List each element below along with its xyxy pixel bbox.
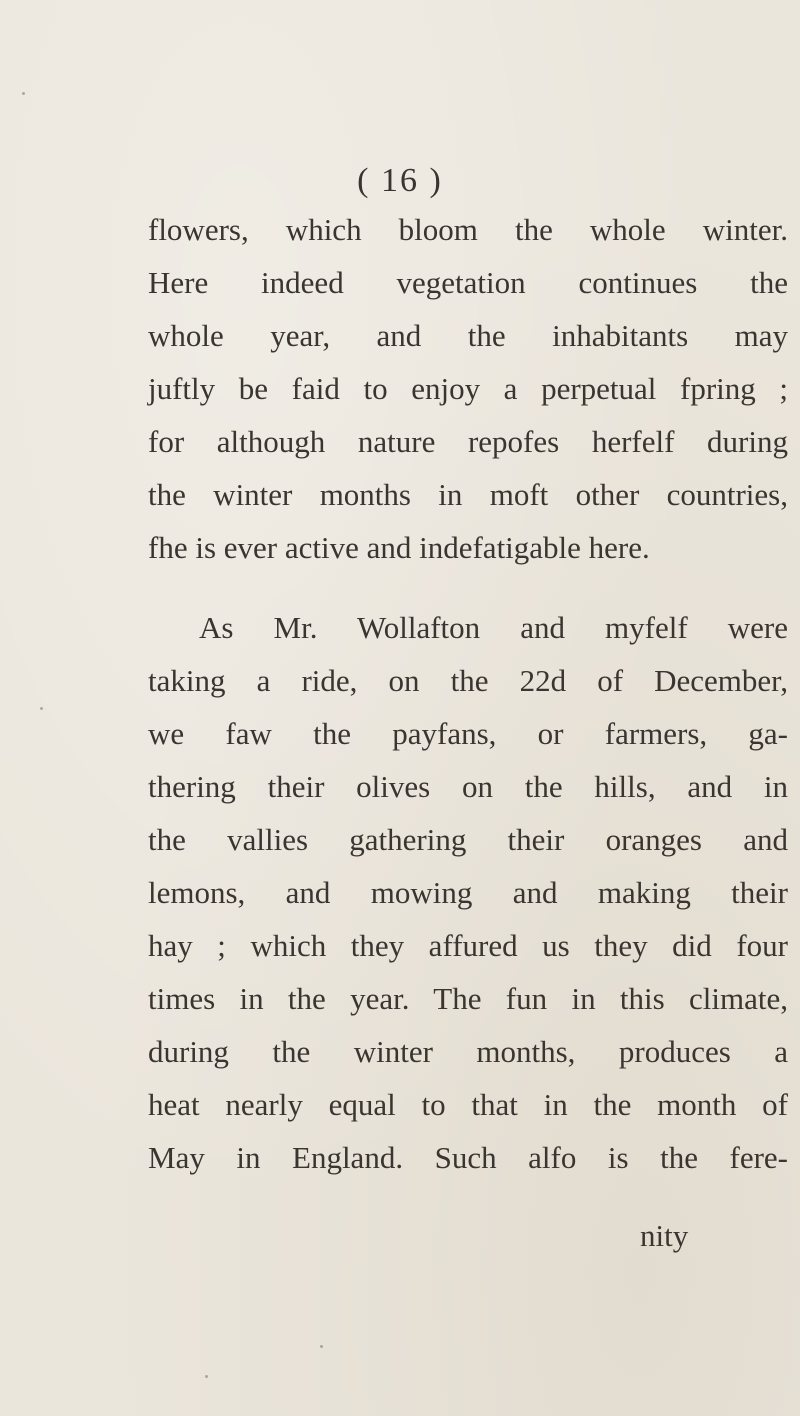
paper-speck — [40, 707, 43, 710]
text-line: whole year, and the inhabitants may — [148, 318, 788, 353]
text-line: during the winter months, produces a — [148, 1034, 788, 1069]
text-line: for although nature repofes herfelf during — [148, 424, 788, 459]
paper-speck — [22, 92, 25, 95]
catchword: nity — [640, 1218, 689, 1253]
text-line: fhe is ever active and indefatigable here. — [148, 530, 650, 565]
text-line: thering their olives on the hills, and in — [148, 769, 788, 804]
text-line: Here indeed vegetation continues the — [148, 265, 788, 300]
paper-speck — [205, 1375, 208, 1378]
text-line: juftly be faid to enjoy a perpetual fpring ; — [148, 371, 788, 406]
text-line: the vallies gathering their oranges and — [148, 822, 788, 857]
text-line: heat nearly equal to that in the month of — [148, 1087, 788, 1122]
paper-speck — [320, 1345, 323, 1348]
text-line: lemons, and mowing and making their — [148, 875, 788, 910]
text-line: flowers, which bloom the whole winter. — [148, 212, 788, 247]
text-line: times in the year. The fun in this climate, — [148, 981, 788, 1016]
text-line: May in England. Such alfo is the fere- — [148, 1140, 788, 1175]
text-line: taking a ride, on the 22d of December, — [148, 663, 788, 698]
page-number: ( 16 ) — [357, 162, 443, 199]
text-line-indented: As Mr. Wollafton and myfelf were — [199, 610, 788, 645]
text-line: hay ; which they affured us they did four — [148, 928, 788, 963]
paper-speck — [395, 1056, 398, 1059]
text-line: the winter months in moft other countries, — [148, 477, 788, 512]
text-line: we faw the payfans, or farmers, ga- — [148, 716, 788, 751]
